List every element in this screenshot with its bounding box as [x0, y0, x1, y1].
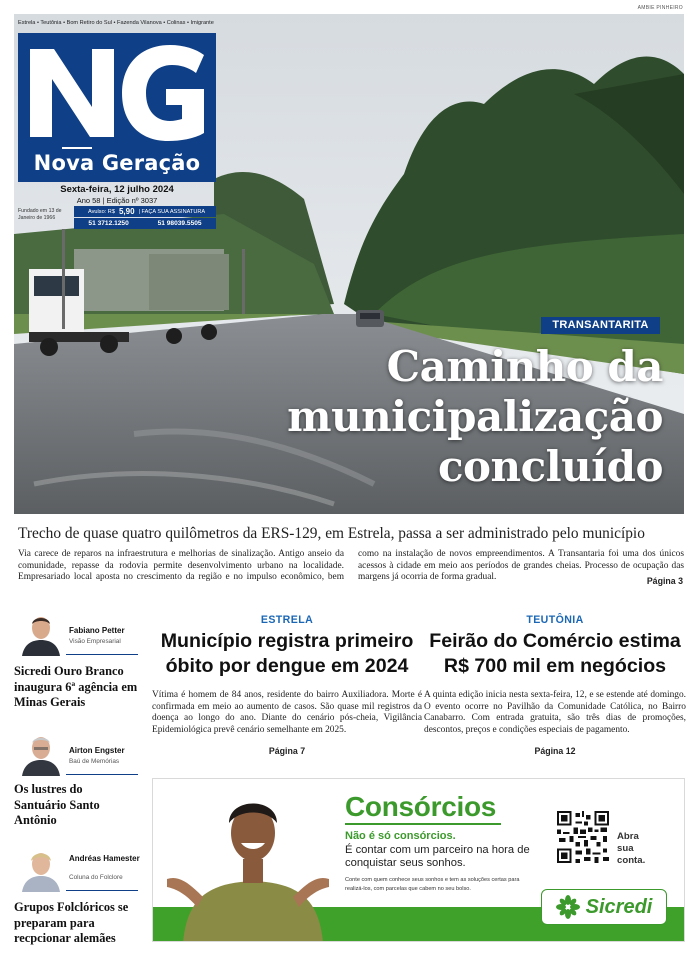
issue-date: Sexta-feira, 12 julho 2024 [60, 184, 174, 195]
price-label: Avulso: R$ [88, 208, 115, 215]
columnist-name: Fabiano Petter [69, 626, 125, 635]
phone-1[interactable]: 51 3712.1250 [88, 220, 129, 227]
ad-tagline-1: Não é só consórcios. [345, 830, 456, 842]
sicredi-ad[interactable] [152, 778, 685, 942]
ad-fine-print: Conte com quem conhece seus sonhos e tem as soluções certas para realizá-los, com parcelas que cabem no seu bolso. [345, 877, 520, 892]
divider [66, 654, 138, 655]
qr-code-icon[interactable] [557, 811, 609, 863]
columnist-headline[interactable]: Sicredi Ouro Branco inaugura 6ª agência em Minas Gerais [14, 664, 138, 710]
lead-page-ref[interactable]: Página 3 [646, 576, 683, 586]
avatar [16, 730, 66, 776]
photo-credit: AMBIE PINHEIRO [637, 5, 683, 11]
masthead-logo [18, 33, 216, 182]
columnist-andreas[interactable] [14, 846, 138, 892]
ad-tagline-2: É contar com um parceiro na hora de conquistar seus sonhos. [345, 844, 530, 870]
columnist-role: Baú de Memórias [69, 758, 120, 765]
columnist-headline[interactable]: Grupos Folclóricos se preparam para recpcionar alemães [14, 900, 129, 946]
lead-kicker: TRANSANTARITA [541, 317, 660, 334]
story-body: Vítima é homem de 84 anos, residente do bairro Auxiliadora. Morte é confirmada em meio ao aumento de casos. São quase mil registros da doença ao longo do ano. Diante do cenário pós-cheia, Vigilância Epidemiológica prevê cenário semelhante em 2025. [152, 690, 422, 735]
phone-bar [74, 218, 216, 229]
lead-headline[interactable]: Caminho da municipalização concluído [287, 342, 663, 491]
ad-person-illustration [163, 779, 333, 942]
columnist-name: Airton Engster [69, 746, 125, 755]
story-body: A quinta edição inicia nesta sexta-feira, 12, e se estende até domingo. O evento ocorre no Pavilhão da Comunidade Católica, no Bairro Canabarro. Com entrada gratuita, são três dias de promoções, descontos, preços e condições especiais de pagamento. [424, 690, 686, 735]
story-estrela [152, 614, 422, 756]
logo-accent [62, 147, 92, 149]
newspaper-name: Nova Geração [33, 151, 201, 175]
avatar [16, 610, 66, 656]
ad-brand-underline [345, 823, 501, 825]
columnist-headline[interactable]: Os lustres do Santuário Santo Antônio [14, 782, 100, 828]
columnist-fabiano[interactable] [14, 610, 138, 656]
sponsor-name: Sicredi [585, 895, 653, 918]
sicredi-logo-icon [556, 895, 580, 919]
lead-deck: Trecho de quase quatro quilômetros da ERS-129, em Estrela, passa a ser administrado pelo município [18, 525, 645, 542]
columnist-role: Visão Empresarial [69, 638, 121, 645]
story-headline[interactable]: Feirão do Comércio estima R$ 700 mil em negócios [429, 630, 681, 677]
phone-2[interactable]: 51 98039.5505 [157, 220, 202, 227]
columnist-airton[interactable] [14, 730, 138, 776]
columnist-name: Andréas Hamester [69, 854, 140, 863]
divider [66, 774, 138, 775]
columnist-role: Coluna do Folclore [69, 874, 123, 881]
ad-brand: Consórcios [345, 791, 497, 822]
story-section: TEUTÔNIA [526, 614, 584, 626]
story-page-ref[interactable]: Página 12 [534, 746, 576, 757]
story-headline[interactable]: Município registra primeiro óbito por dengue em 2024 [160, 630, 414, 677]
price-bar [74, 206, 216, 217]
story-teutonia [424, 614, 686, 756]
sicredi-logo[interactable] [541, 889, 667, 925]
issue-number: Ano 58 | Edição nº 3037 [76, 196, 158, 205]
story-section: ESTRELA [260, 614, 314, 626]
founded-date: Fundado em 13 de Janeiro de 1966 [18, 208, 62, 221]
ng-logo-icon [18, 33, 216, 151]
avatar [16, 846, 66, 892]
subscribe-link[interactable]: | FAÇA SUA ASSINATURA [138, 208, 206, 215]
lead-body: Via carece de reparos na infraestrutura e melhorias de sinalização. Antigo anseio da comunidade, repasse da rodovia permite desenvolvimento urbano na localidade. Empresariado local aposta no crescimento da região e no impulso econômico, bem como na instalação de novos empreendimentos. A Transantaria foi uma dos únicos acessos à cidade em meio aos períodos de grandes cheias. Processo de ocupação das margens já ocorria de forma gradual. [18, 549, 684, 583]
issue-info [18, 184, 216, 205]
ad-qr-cta: Abra sua conta. [617, 831, 646, 866]
story-page-ref[interactable]: Página 7 [268, 746, 306, 757]
price-value: 5,90 [118, 207, 135, 216]
divider [66, 890, 138, 891]
coverage-cities: Estrela • Teutônia • Bom Retiro do Sul • Fazenda Vilanova • Colinas • Imigrante [18, 20, 214, 26]
